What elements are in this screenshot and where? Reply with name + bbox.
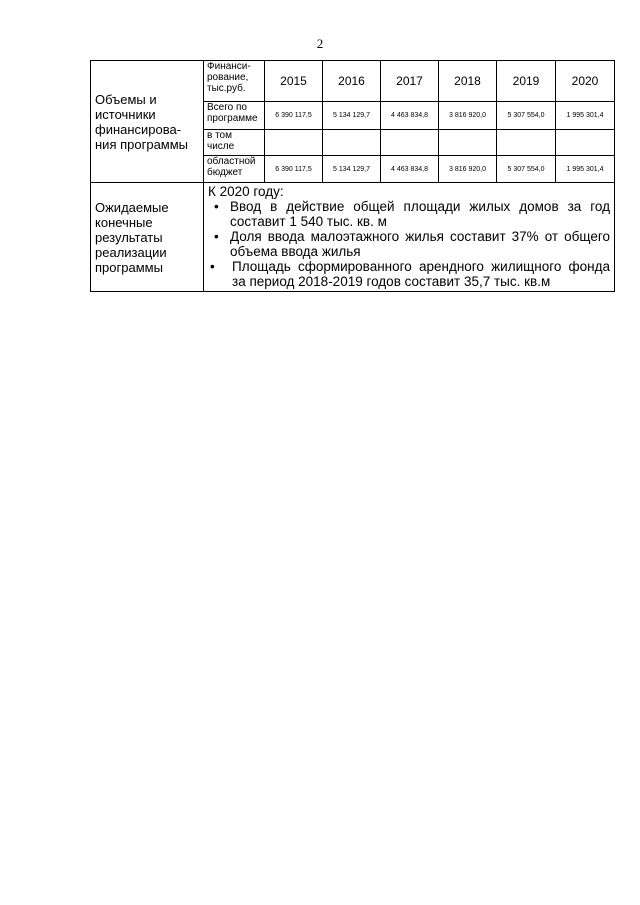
year-header: 2017 <box>381 61 439 102</box>
value-cell <box>556 130 615 156</box>
list-item-text: Ввод в действие общей площади жилых домов за год составит 1 540 тыс. кв. м <box>230 199 610 229</box>
value-cell <box>381 130 439 156</box>
list-item-text: Площадь сформированного арендного жилищного фонда за период 2018-2019 годов составит 35,7 тыс. кв.м <box>232 259 610 289</box>
value-cell: 5 307 554,0 <box>497 102 556 130</box>
finance-header-row <box>91 61 615 102</box>
row-label: областной бюджет <box>204 156 265 183</box>
value-cell: 5 134 129,7 <box>323 102 381 130</box>
year-header: 2019 <box>497 61 556 102</box>
year-header: 2015 <box>265 61 323 102</box>
program-passport-table <box>90 60 615 292</box>
page-number: 2 <box>316 36 324 51</box>
value-cell: 5 307 554,0 <box>497 156 556 183</box>
results-section-label: Ожидаемые конечные результаты реализации программы <box>91 183 204 292</box>
value-cell <box>323 130 381 156</box>
year-header: 2016 <box>323 61 381 102</box>
finance-header-label: Финанси-рование, тыс.руб. <box>204 61 265 102</box>
results-row <box>91 183 615 292</box>
value-cell: 1 995 301,4 <box>556 156 615 183</box>
bullet-icon: • <box>210 259 215 274</box>
list-item <box>208 229 610 259</box>
row-label: Всего по программе <box>204 102 265 130</box>
year-header: 2018 <box>439 61 497 102</box>
bullet-icon: • <box>214 229 219 244</box>
value-cell: 4 463 834,8 <box>381 102 439 130</box>
results-list <box>208 199 610 289</box>
bullet-icon: • <box>214 199 219 214</box>
list-item-text: Доля ввода малоэтажного жилья составит 37% от общего объема ввода жилья <box>230 229 610 259</box>
results-intro: К 2020 году: <box>208 184 284 199</box>
row-label: в том числе <box>204 130 265 156</box>
value-cell: 4 463 834,8 <box>381 156 439 183</box>
value-cell: 3 816 920,0 <box>439 156 497 183</box>
list-item <box>208 199 610 229</box>
value-cell: 5 134 129,7 <box>323 156 381 183</box>
finance-section-label: Объемы и источники финансирова-ния программы <box>91 61 204 183</box>
year-header: 2020 <box>556 61 615 102</box>
value-cell: 3 816 920,0 <box>439 102 497 130</box>
value-cell <box>265 130 323 156</box>
list-item <box>208 259 610 289</box>
value-cell: 6 390 117,5 <box>265 156 323 183</box>
value-cell <box>439 130 497 156</box>
results-cell <box>204 183 615 292</box>
value-cell: 6 390 117,5 <box>265 102 323 130</box>
value-cell: 1 995 301,4 <box>556 102 615 130</box>
value-cell <box>497 130 556 156</box>
